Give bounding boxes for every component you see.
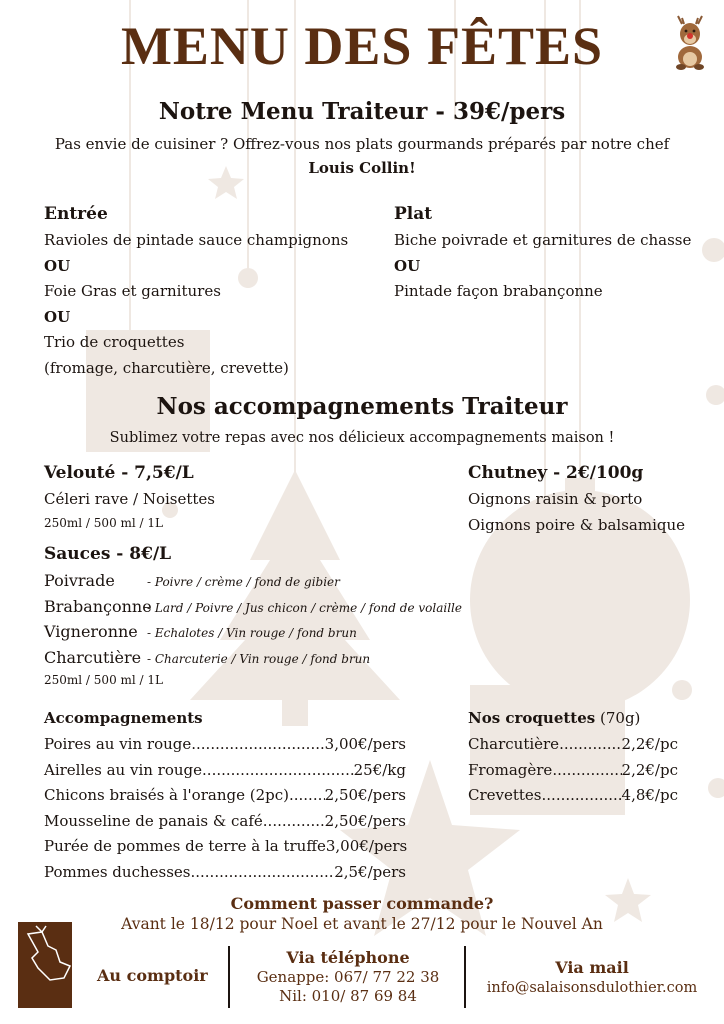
croquette-row [468, 732, 678, 758]
accompagnement-row [44, 732, 406, 758]
order-phone-number[interactable]: Genappe: 067/ 77 22 38 [256, 968, 440, 986]
chef-name: Louis Collin! [308, 159, 416, 177]
croquettes-heading-row [468, 704, 678, 732]
croquette-name: Charcutière [468, 735, 560, 753]
accompagnements-section [44, 704, 406, 885]
chutney-section [468, 459, 685, 538]
chutney-line: Oignons raisin & porto [468, 490, 643, 508]
entree-or: OU [44, 256, 71, 275]
sauce-description: - Lard / Poivre / Jus chicon / crème / fond de volaille [147, 600, 462, 615]
croquette-row [468, 758, 678, 784]
sauce-name: Vigneronne [44, 622, 138, 641]
sauce-name: Poivrade [44, 571, 115, 590]
croquettes-weight: (70g) [600, 709, 641, 727]
accompagnement-name: Poires au vin rouge [44, 735, 192, 753]
accompagnement-name: Pommes duchesses [44, 862, 191, 881]
croquette-name: Crevettes [468, 786, 542, 804]
accompagnement-name: Purée de pommes de terre à la truffe [44, 837, 326, 855]
page-title: MENU DES FÊTES [120, 16, 604, 76]
entree-section [44, 200, 348, 381]
sauce-name: Charcutière [44, 647, 142, 667]
accompagnement-price: 2,50€/pers [324, 786, 406, 804]
accompagnement-row [44, 783, 406, 809]
sauces-sizes: 250ml / 500 ml / 1L [44, 673, 164, 687]
plat-or: OU [394, 256, 421, 275]
veloute-heading: Velouté - 7,5€/L [44, 463, 194, 483]
croquette-price: 2,2€/pc [621, 760, 678, 779]
entree-option: Trio de croquettes [44, 333, 185, 351]
sauces-section [44, 540, 484, 690]
croquette-price: 4,8€/pc [621, 786, 678, 804]
footer-divider [228, 946, 230, 1008]
order-mail-heading: Via mail [555, 958, 629, 977]
veloute-section [44, 459, 215, 533]
accompagnement-name: Airelles au vin rouge [44, 760, 203, 779]
sauce-row [44, 645, 484, 671]
accompagnements-heading: Accompagnements [44, 709, 203, 727]
chutney-heading: Chutney - 2€/100g [468, 463, 644, 483]
croquettes-section [468, 704, 678, 809]
order-heading: Comment passer commande? [230, 894, 494, 913]
accompagnement-row [44, 809, 406, 835]
sauce-row [44, 568, 484, 594]
accompagnements-traiteur-intro: Sublimez votre repas avec nos délicieux accompagnements maison ! [109, 430, 615, 446]
accompagnement-name: Chicons braisés à l'orange (2pc) [44, 786, 289, 804]
croquette-price: 2,2€/pc [621, 735, 678, 753]
sauce-row [44, 619, 484, 645]
accompagnement-row [44, 758, 406, 784]
accompagnement-price: 3,00€/pers [325, 837, 408, 855]
brand-logo [18, 922, 72, 1008]
order-counter: Au comptoir [97, 966, 208, 985]
order-deadline: Avant le 18/12 pour Noel et avant le 27/12 pour le Nouvel An [121, 915, 603, 933]
plat-section [394, 200, 691, 305]
accompagnement-price: 2,50€/pers [324, 811, 406, 830]
veloute-line: Céleri rave / Noisettes [44, 490, 215, 508]
entree-or: OU [44, 307, 71, 326]
accompagnement-name: Mousseline de panais & café [44, 811, 263, 830]
accompagnements-traiteur-heading: Nos accompagnements Traiteur [156, 393, 568, 420]
order-phone-block [232, 948, 464, 1006]
sauce-row [44, 594, 484, 620]
entree-option: Ravioles de pintade sauce champignons [44, 231, 349, 249]
order-phone-heading: Via téléphone [286, 948, 410, 967]
order-mail-block [468, 958, 716, 999]
reindeer-icon [668, 12, 712, 70]
sauce-description: - Poivre / crème / fond de gibier [147, 575, 340, 589]
footer-divider [464, 946, 466, 1008]
accompagnement-price: 2,5€/pers [334, 862, 406, 881]
menu-traiteur-heading: Notre Menu Traiteur - 39€/pers [158, 98, 566, 125]
sauce-description: - Echalotes / Vin rouge / fond brun [147, 626, 357, 640]
croquettes-heading: Nos croquettes [468, 709, 596, 727]
veloute-sizes: 250ml / 500 ml / 1L [44, 515, 164, 530]
accompagnement-price: 3,00€/pers [324, 735, 406, 753]
croquette-name: Fromagère [468, 760, 553, 779]
order-phone-number[interactable]: Nil: 010/ 87 69 84 [279, 987, 417, 1005]
accompagnement-price: 25€/kg [353, 760, 406, 779]
deer-head-icon [18, 922, 72, 1008]
sauce-description: - Charcuterie / Vin rouge / fond brun [147, 651, 371, 666]
chutney-line: Oignons poire & balsamique [468, 515, 686, 534]
sauce-name: Brabançonne [44, 596, 152, 616]
croquette-row [468, 783, 678, 809]
plat-option: Biche poivrade et garnitures de chasse [394, 231, 692, 249]
menu-traiteur-intro: Pas envie de cuisiner ? Offrez-vous nos plats gourmands préparés par notre chef [54, 135, 670, 153]
sauces-heading: Sauces - 8€/L [44, 544, 172, 564]
accompagnement-row [44, 860, 406, 886]
plat-heading: Plat [394, 204, 433, 224]
order-mail-address[interactable]: info@salaisonsdulothier.com [486, 980, 698, 996]
entree-heading: Entrée [44, 204, 108, 224]
entree-option-detail: (fromage, charcutière, crevette) [44, 358, 289, 377]
plat-option: Pintade façon brabançonne [394, 282, 603, 300]
entree-option: Foie Gras et garnitures [44, 282, 221, 300]
accompagnement-row [44, 834, 406, 860]
